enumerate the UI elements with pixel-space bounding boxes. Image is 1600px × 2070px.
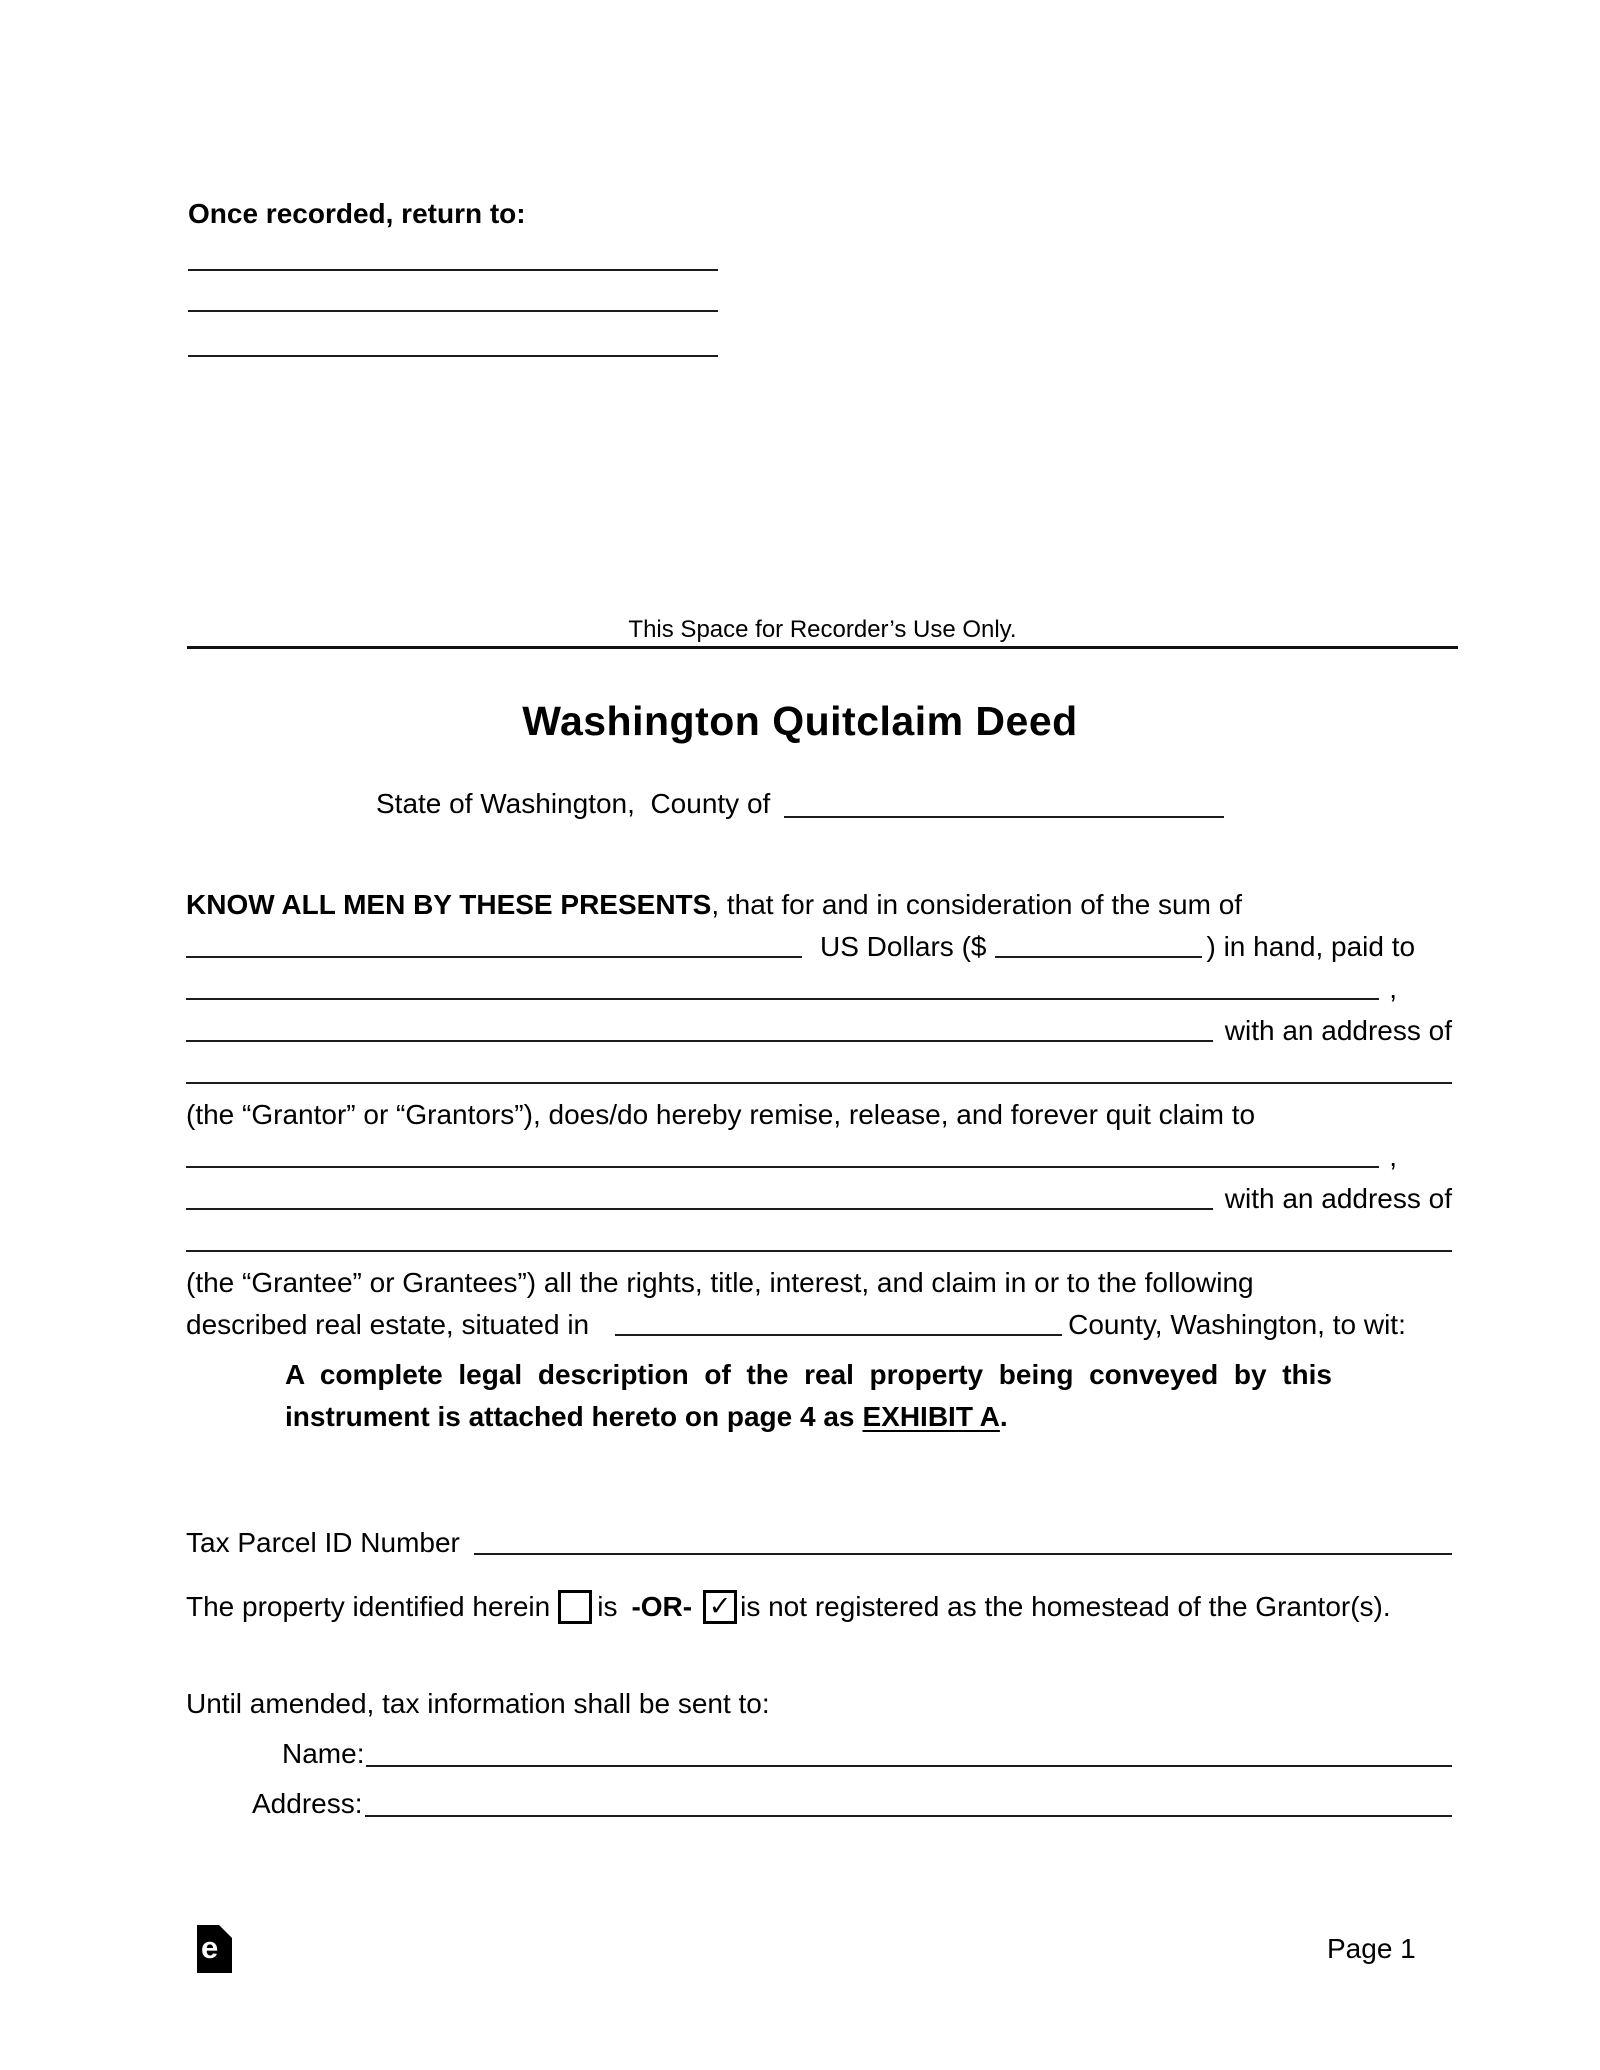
grantee-name-blank-field[interactable] <box>186 1166 1379 1168</box>
grantee-address-line-2 <box>186 1216 1452 1258</box>
grantor-name-line <box>186 964 1452 1006</box>
grantee-address-blank-field-2[interactable] <box>186 1250 1452 1252</box>
return-to-blank-line-3[interactable] <box>188 355 718 357</box>
amount-words-blank-field[interactable] <box>186 956 802 958</box>
trailing-comma: , <box>1389 973 1397 1004</box>
homestead-checkbox-checked[interactable] <box>703 1590 737 1624</box>
page-number: Page 1 <box>1327 1933 1416 1964</box>
grantee-clause-text: (the “Grantee” or Grantees”) all the rights, title, interest, and claim in or to the following <box>186 1267 1254 1298</box>
tax-send-to-label: Until amended, tax information shall be sent to: <box>186 1688 770 1719</box>
county-blank-field[interactable] <box>784 816 1224 818</box>
grantee-address-line <box>186 1174 1452 1216</box>
return-to-label: Once recorded, return to: <box>188 198 526 229</box>
dollars-line <box>186 922 1452 964</box>
tax-address-row <box>252 1779 1452 1821</box>
in-hand-label: ) in hand, paid to <box>1206 931 1416 962</box>
homestead-is-not-label: is not registered as the homestead of the Grantor(s). <box>740 1591 1391 1622</box>
grantor-address-line-2 <box>186 1048 1452 1090</box>
grantor-address-line <box>186 1006 1452 1048</box>
legal-description-line-2 <box>285 1396 1332 1438</box>
situated-county-blank-field[interactable] <box>615 1334 1062 1336</box>
presents-rest-text: , that for and in consideration of the sum of <box>711 889 1243 920</box>
tax-parcel-label: Tax Parcel ID Number <box>186 1527 460 1558</box>
presents-bold-text: KNOW ALL MEN BY THESE PRESENTS <box>186 889 712 920</box>
deed-body <box>186 880 1452 1342</box>
grantee-address-blank-field[interactable] <box>186 1208 1213 1210</box>
with-address-label: with an address of <box>1224 1015 1452 1046</box>
return-to-blank-line-1[interactable] <box>188 269 718 271</box>
recorder-use-note: This Space for Recorder’s Use Only. <box>628 616 1017 643</box>
presents-line <box>186 880 1452 922</box>
eforms-logo <box>197 1925 232 1973</box>
state-county-row <box>376 784 1224 820</box>
legal-description-line-1: A complete legal description of the real property being conveyed by this <box>285 1359 1332 1390</box>
return-to-blank-line-2[interactable] <box>188 310 718 312</box>
tax-parcel-row <box>186 1516 1452 1560</box>
tax-name-row <box>282 1729 1452 1771</box>
homestead-is-label: is <box>597 1591 618 1622</box>
name-blank-field[interactable] <box>366 1765 1452 1767</box>
us-dollars-label: US Dollars ($ <box>820 931 987 962</box>
grantor-clause-text: (the “Grantor” or “Grantors”), does/do hereby remise, release, and forever quit claim to <box>186 1099 1256 1130</box>
situated-suffix-text: County, Washington, to wit: <box>1068 1309 1406 1340</box>
situated-prefix-text: described real estate, situated in <box>186 1309 590 1340</box>
state-county-prefix: State of Washington, County of <box>376 788 771 819</box>
name-label: Name: <box>282 1738 365 1769</box>
tax-parcel-blank-field[interactable] <box>474 1553 1452 1555</box>
address-label: Address: <box>252 1788 363 1819</box>
grantor-name-blank-field[interactable] <box>186 998 1379 1000</box>
recorder-use-divider <box>187 616 1458 649</box>
grantee-clause-line <box>186 1258 1452 1300</box>
legal-line2-prefix: instrument is attached hereto on page 4 as <box>285 1401 855 1432</box>
legal-description-paragraph <box>285 1354 1332 1438</box>
document-title: Washington Quitclaim Deed <box>522 698 1078 744</box>
grantor-clause-line <box>186 1090 1452 1132</box>
address-blank-field[interactable] <box>365 1815 1453 1817</box>
homestead-or-label: -OR- <box>631 1591 693 1622</box>
exhibit-a-link: EXHIBIT A <box>862 1401 1000 1432</box>
grantor-address-blank-field-2[interactable] <box>186 1082 1452 1084</box>
homestead-checkbox-unchecked[interactable] <box>558 1590 592 1624</box>
checkmark-icon: ✓ <box>708 1590 732 1621</box>
logo-fold-corner-icon <box>219 1925 232 1938</box>
grantor-address-blank-field[interactable] <box>186 1040 1213 1042</box>
legal-line2-period: . <box>999 1401 1008 1432</box>
homestead-row <box>186 1585 1452 1629</box>
situated-line <box>186 1300 1452 1342</box>
with-address-label-2: with an address of <box>1224 1183 1452 1214</box>
homestead-prefix-text: The property identified herein <box>186 1591 551 1622</box>
grantee-name-line <box>186 1132 1452 1174</box>
trailing-comma-2: , <box>1389 1141 1397 1172</box>
amount-numeric-blank-field[interactable] <box>995 956 1202 958</box>
logo-letter: e <box>201 1930 219 1965</box>
